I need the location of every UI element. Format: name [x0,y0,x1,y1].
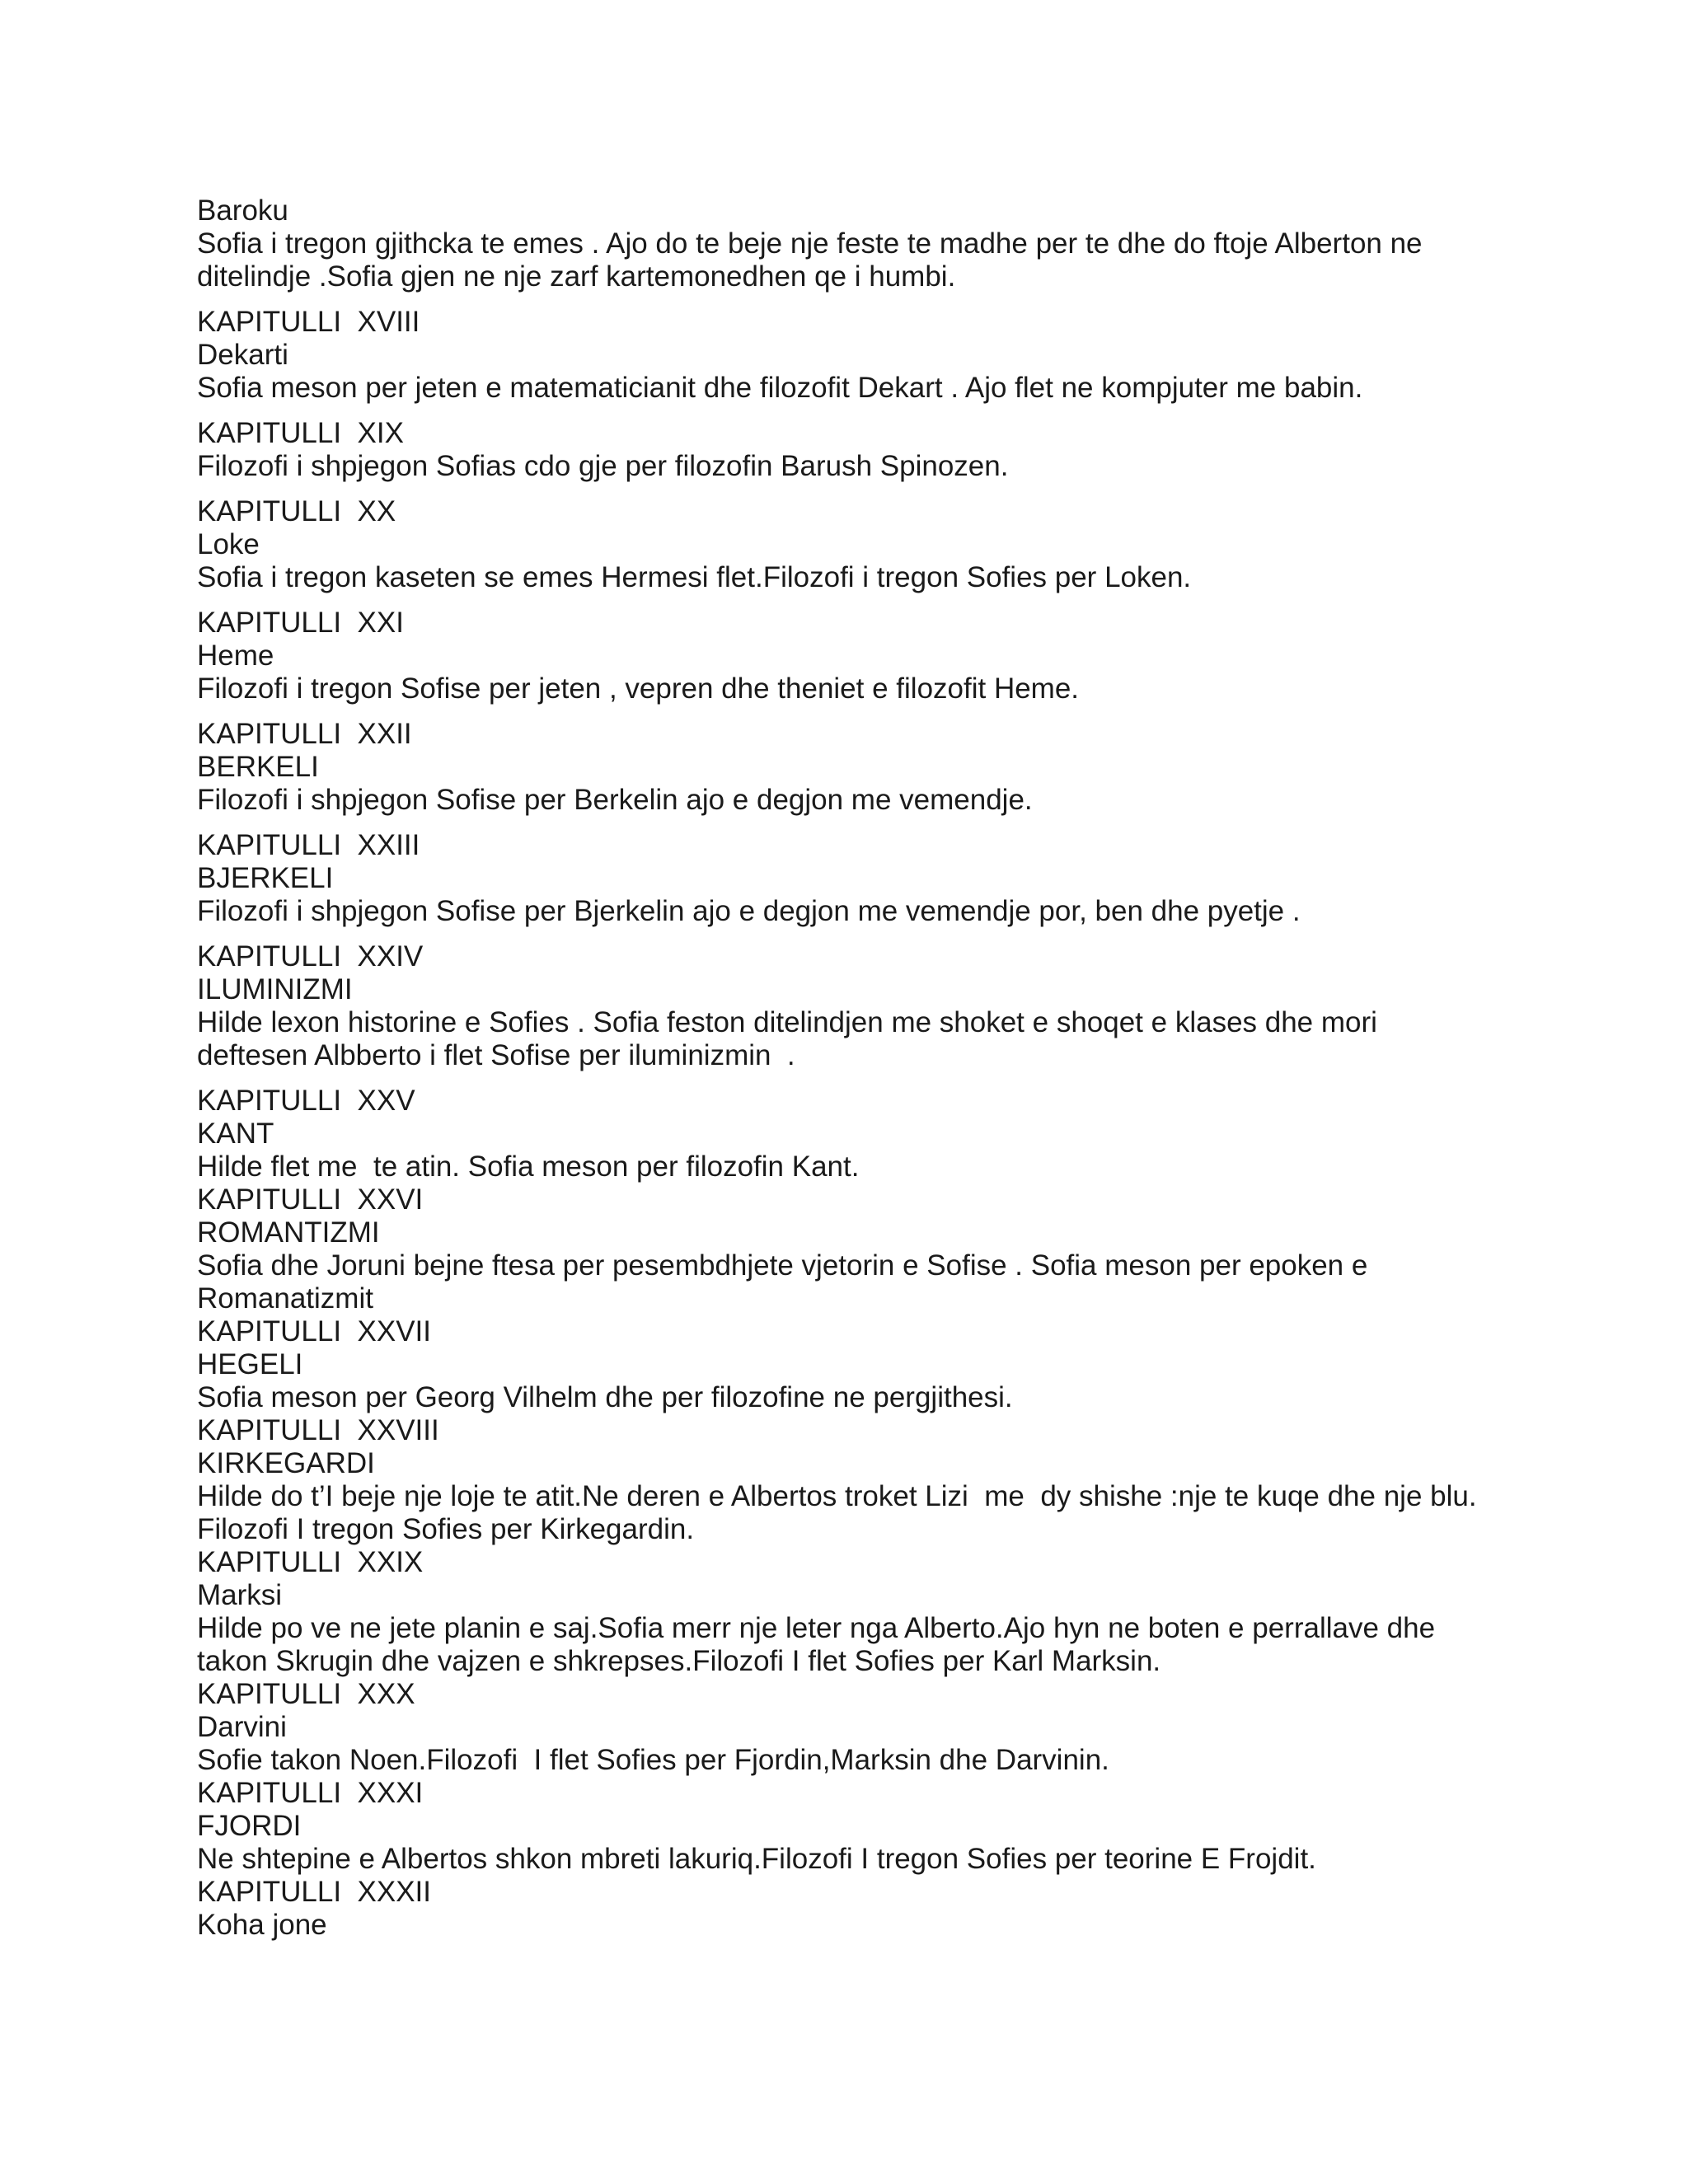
chapter-heading: KAPITULLI XXXII [197,1876,431,1908]
text-block [197,607,1499,705]
text-line: Baroku [197,194,288,227]
text-line: Filozofi i shpjegon Sofise per Bjerkelin ajo e degjon me vemendje por, ben dhe pyetje . [197,895,1301,927]
text-line: Filozofi i tregon Sofise per jeten , vepren dhe theniet e filozofit Heme. [197,673,1080,705]
text-line: Loke [197,528,260,560]
text-block [197,829,1499,928]
text-line: BERKELI [197,751,319,783]
text-line: Hilde flet me te atin. Sofia meson per filozofin Kant. [197,1151,860,1183]
text-line: Hilde do t’I beje nje loje te atit.Ne deren e Albertos troket Lizi me dy shishe :nje te kuqe dhe nje blu. [197,1480,1477,1512]
text-line: Sofie takon Noen.Filozofi I flet Sofies per Fjordin,Marksin dhe Darvinin. [197,1744,1109,1776]
text-line: HEGELI [197,1348,303,1380]
text-line: FJORDI [197,1810,302,1842]
text-line: Koha jone [197,1909,327,1941]
chapter-heading: KAPITULLI XXVI [197,1183,424,1216]
text-block [197,194,1499,293]
text-block [197,1315,1499,1942]
text-line: KANT [197,1118,274,1150]
text-block [197,940,1499,1072]
chapter-heading: KAPITULLI XXV [197,1085,415,1117]
text-line: Heme [197,640,274,672]
chapter-heading: KAPITULLI XXIII [197,829,420,861]
text-line: Hilde po ve ne jete planin e saj.Sofia merr nje leter nga Alberto.Ajo hyn ne boten e perrallave dhe [197,1612,1436,1644]
text-line: Marksi [197,1579,283,1611]
text-line: Dekarti [197,339,288,371]
text-line: Sofia i tregon gjithcka te emes . Ajo do te beje nje feste te madhe per te dhe do ftoje Alberton ne [197,227,1423,260]
chapter-heading: KAPITULLI XXVII [197,1315,431,1347]
chapter-heading: KAPITULLI XXXI [197,1777,424,1809]
chapter-heading: KAPITULLI XXVIII [197,1414,439,1446]
text-line: Filozofi I tregon Sofies per Kirkegardin. [197,1513,695,1545]
text-line: Darvini [197,1711,287,1743]
text-line: takon Skrugin dhe vajzen e shkrepses.Filozofi I flet Sofies per Karl Marksin. [197,1645,1161,1677]
text-block [197,306,1499,405]
text-line: ditelindje .Sofia gjen ne nje zarf kartemonedhen qe i humbi. [197,260,956,293]
text-line: KIRKEGARDI [197,1447,375,1479]
chapter-heading: KAPITULLI XXI [197,607,404,639]
text-line: BJERKELI [197,862,334,894]
text-line: Sofia meson per Georg Vilhelm dhe per filozofine ne pergjithesi. [197,1381,1013,1413]
text-block [197,718,1499,817]
text-block [197,1085,1499,1315]
chapter-heading: KAPITULLI XXX [197,1678,415,1710]
text-block [197,417,1499,483]
text-line: Sofia meson per jeten e matematicianit dhe filozofit Dekart . Ajo flet ne kompjuter me babin. [197,372,1363,404]
chapter-heading: KAPITULLI XVIII [197,306,420,338]
text-line: ILUMINIZMI [197,973,353,1005]
chapter-heading: KAPITULLI XXII [197,718,412,750]
text-line: Hilde lexon historine e Sofies . Sofia feston ditelindjen me shoket e shoqet e klases dhe mori [197,1006,1377,1038]
text-block [197,495,1499,594]
text-line: Romanatizmit [197,1282,373,1315]
text-line: ROMANTIZMI [197,1216,380,1249]
text-line: Filozofi i shpjegon Sofise per Berkelin ajo e degjon me vemendje. [197,784,1033,816]
text-line: Sofia dhe Joruni bejne ftesa per pesembdhjete vjetorin e Sofise . Sofia meson per epoken e [197,1249,1368,1282]
text-line: Sofia i tregon kaseten se emes Hermesi flet.Filozofi i tregon Sofies per Loken. [197,561,1192,593]
chapter-heading: KAPITULLI XX [197,495,396,527]
chapter-heading: KAPITULLI XXIV [197,940,424,972]
chapter-heading: KAPITULLI XIX [197,417,404,449]
chapter-heading: KAPITULLI XXIX [197,1546,424,1578]
document-body [197,194,1499,1954]
text-line: Ne shtepine e Albertos shkon mbreti lakuriq.Filozofi I tregon Sofies per teorine E Frojdit. [197,1843,1316,1875]
text-line: deftesen Albberto i flet Sofise per iluminizmin . [197,1039,795,1071]
text-line: Filozofi i shpjegon Sofias cdo gje per filozofin Barush Spinozen. [197,450,1009,482]
